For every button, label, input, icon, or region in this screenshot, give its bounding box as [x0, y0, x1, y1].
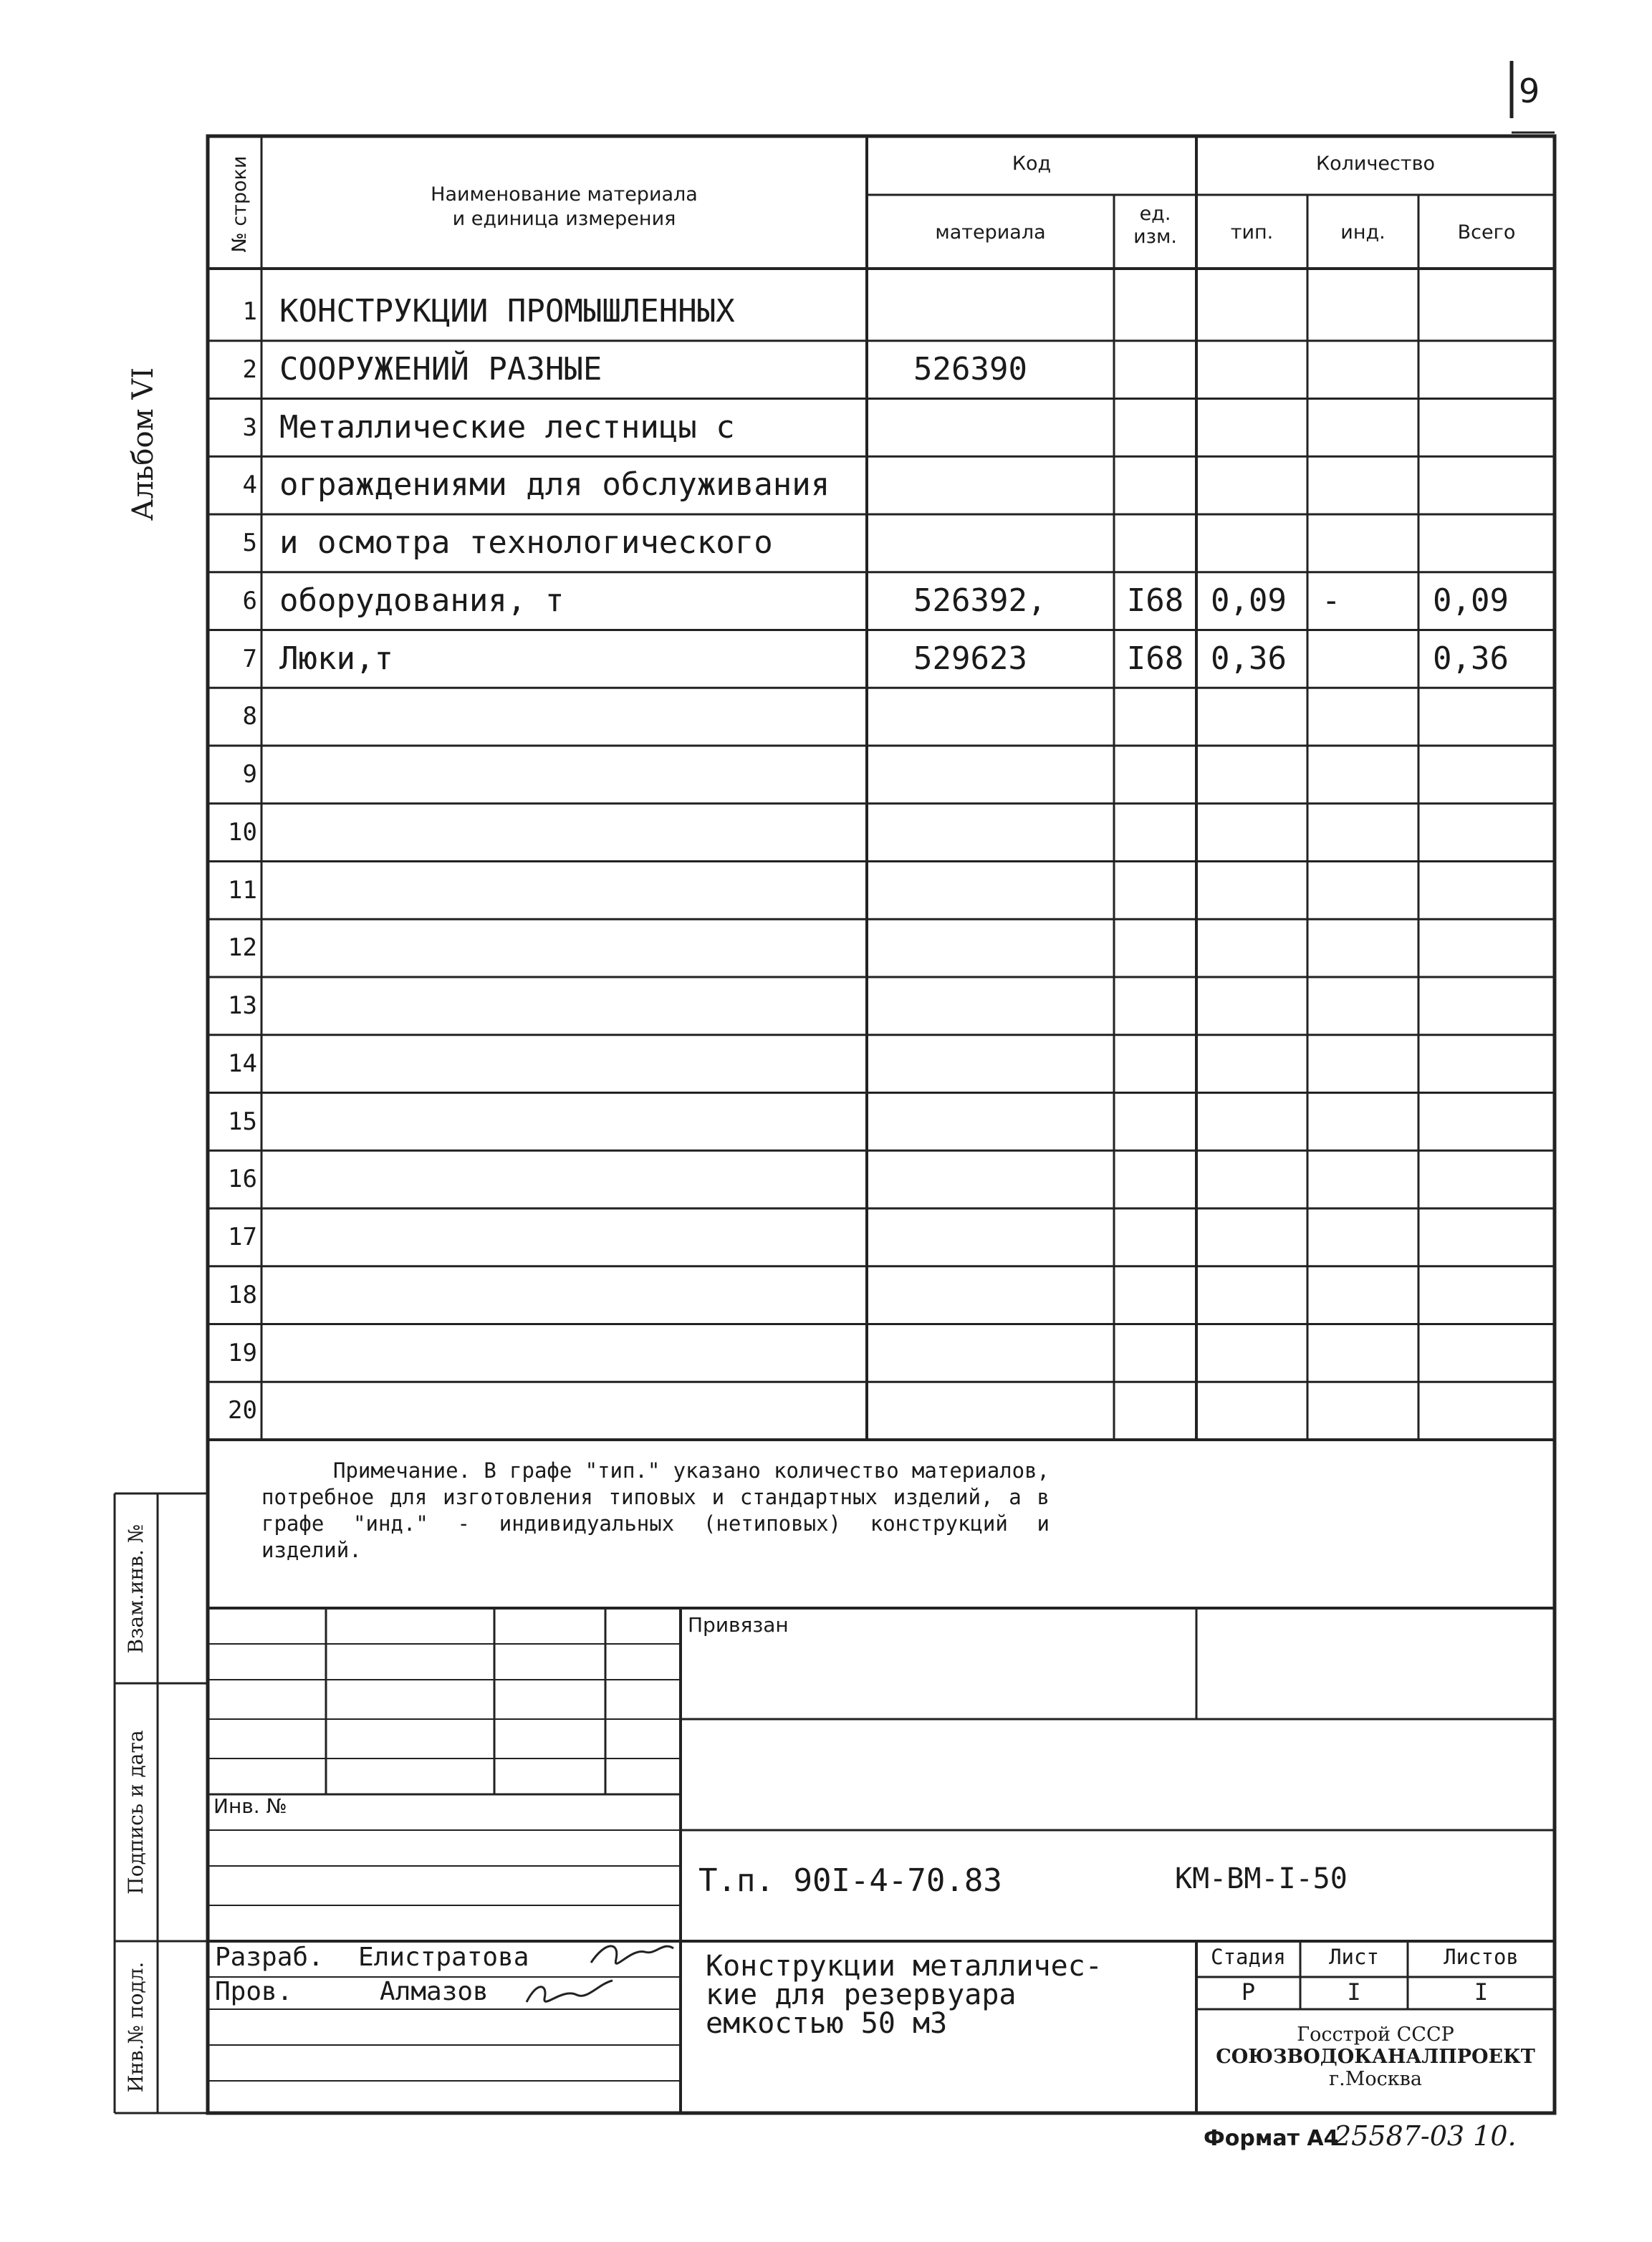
cell-n: 20: [228, 1396, 257, 1425]
note-text: В графе "тип." указано количество материалов, потребное для изготовления типовых и стандартных изделий, а в графе "инд." - индивидуальных (нетиповых) конструкций и изделий.: [261, 1458, 1050, 1562]
header-row-no: № строки: [229, 155, 251, 253]
listov-value: I: [1474, 1978, 1489, 2006]
side-vzam-inv: Взам.инв. №: [124, 1524, 148, 1654]
cell-n: 13: [228, 991, 257, 1020]
side-podpis-data: Подпись и дата: [124, 1730, 148, 1895]
sheet-code: КМ-ВМ-I-50: [1175, 1862, 1348, 1895]
cell-name: СООРУЖЕНИЙ РАЗНЫЕ: [279, 350, 602, 388]
cell-name: оборудования, т: [279, 582, 565, 619]
page-number: 9: [1519, 72, 1540, 110]
cell-n: 2: [242, 355, 257, 384]
org-line-2: СОЮЗВОДОКАНАЛПРОЕКТ: [1216, 2046, 1535, 2068]
org-line-3: г.Москва: [1329, 2068, 1422, 2090]
org-line-1: Госстрой СССР: [1297, 2024, 1454, 2046]
prov-signature: [523, 1970, 616, 2013]
cell-ind: -: [1322, 582, 1341, 619]
side-inv-podl: Инв.№ подл.: [124, 1961, 148, 2093]
listov-label: Листов: [1444, 1945, 1519, 1969]
cell-typ: 0,36: [1211, 640, 1287, 677]
prov-name: Алмазов: [380, 1977, 489, 2006]
stadiya-value: Р: [1241, 1978, 1256, 2006]
cell-n: 14: [228, 1049, 257, 1078]
header-total: Всего: [1457, 221, 1516, 244]
cell-total: 0,09: [1433, 582, 1509, 619]
note-paragraph: [261, 1458, 1050, 1564]
cell-name: ограждениями для обслуживания: [279, 466, 830, 504]
cell-typ: 0,09: [1211, 582, 1287, 619]
cell-n: 12: [228, 933, 257, 963]
cell-code: 526392,: [913, 582, 1047, 619]
cell-code: 526390: [913, 350, 1027, 388]
cell-unit: I68: [1126, 640, 1184, 677]
document-title: Конструкции металличес- кие для резервуара емкостью 50 м3: [706, 1950, 1103, 2040]
cell-unit: I68: [1126, 582, 1184, 619]
header-unit: ед. изм.: [1133, 203, 1177, 248]
cell-n: 7: [242, 644, 257, 673]
album-label: Альбом VI: [127, 367, 160, 521]
list-label: Лист: [1329, 1945, 1379, 1969]
cell-name: КОНСТРУКЦИИ ПРОМЫШЛЕННЫХ: [279, 293, 735, 329]
project-code: Т.п. 90I-4-70.83: [698, 1862, 1002, 1899]
cell-n: 8: [242, 702, 257, 731]
header-name: Наименование материала и единица измерения: [431, 183, 698, 230]
razrab-label: Разраб.: [215, 1943, 324, 1972]
list-value: I: [1347, 1978, 1361, 2006]
header-typ: тип.: [1230, 221, 1274, 244]
cell-name: Люки,т: [279, 640, 393, 677]
inv-no-label: Инв. №: [213, 1794, 287, 1818]
format-label: Формат А4: [1204, 2126, 1339, 2151]
cell-n: 18: [228, 1280, 257, 1309]
handwritten-code: 25587-03 10.: [1334, 2120, 1517, 2152]
header-material: материала: [935, 221, 1046, 244]
cell-n: 9: [242, 760, 257, 789]
cell-n: 17: [228, 1223, 257, 1251]
header-code: Код: [1012, 153, 1052, 175]
privyazan-label: Привязан: [688, 1613, 789, 1637]
cell-n: 1: [242, 297, 257, 326]
cell-n: 6: [242, 586, 257, 615]
stadiya-label: Стадия: [1211, 1945, 1286, 1969]
cell-n: 16: [228, 1165, 257, 1194]
cell-n: 5: [242, 529, 257, 557]
cell-n: 10: [228, 817, 257, 847]
cell-n: 11: [228, 875, 257, 905]
cell-total: 0,36: [1433, 640, 1509, 677]
header-ind: инд.: [1340, 221, 1386, 244]
cell-n: 19: [228, 1338, 257, 1367]
razrab-name: Елистратова: [358, 1943, 529, 1972]
cell-n: 15: [228, 1107, 257, 1136]
note-lead: Примечание.: [333, 1458, 471, 1483]
cell-name: Металлические лестницы с: [279, 408, 735, 446]
cell-code: 529623: [913, 640, 1027, 677]
cell-n: 4: [242, 471, 257, 500]
organization-block: [1196, 2024, 1555, 2090]
header-quantity: Количество: [1315, 153, 1436, 175]
cell-name: и осмотра технологического: [279, 524, 773, 561]
cell-n: 3: [242, 413, 257, 442]
prov-label: Пров.: [215, 1977, 293, 2006]
